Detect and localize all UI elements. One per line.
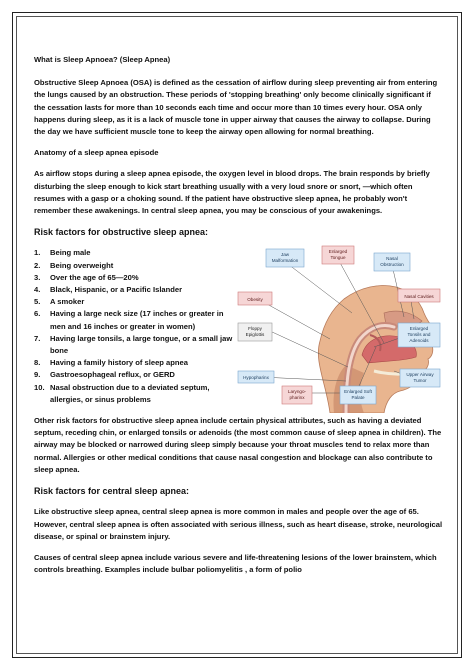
- risk-factor-number: 9.: [34, 370, 41, 380]
- risk-csa-heading: Risk factors for central sleep apnea:: [34, 486, 190, 497]
- intro-paragraph: Obstructive Sleep Apnoea (OSA) is defined as the cessation of airflow during sleep preventing air from entering the lungs caused by an obstruction. These periods of 'stopping breathing' only become clinically significant if the cessation lasts for more than 10 seconds each time and occur more than 10 times every hour. OSA only happens during sleep, as it is a lack of muscle tone in upper airway that causes the airway to collapse. During the day we have sufficient muscle tone to keep the airway open allowing for normal breathing.: [34, 78, 438, 137]
- diagram-label-nasal-cavities: [398, 289, 440, 302]
- svg-text:Enlarged: Enlarged: [409, 326, 429, 332]
- svg-text:Nasal: Nasal: [386, 256, 398, 262]
- risk-factor-number: 6.: [34, 309, 41, 319]
- svg-text:Enlarged Soft: Enlarged Soft: [344, 389, 372, 395]
- risk-factor-text: A smoker: [50, 297, 85, 307]
- risk-factor-number: 1.: [34, 248, 41, 258]
- risk-factor-list: [34, 247, 234, 406]
- risk-factor-item: [34, 296, 234, 308]
- diagram-label-nasal-obstruction: [374, 253, 410, 271]
- risk-factor-item: [34, 333, 234, 357]
- risk-factor-item: [34, 357, 234, 369]
- svg-text:Laryngo-: Laryngo-: [287, 389, 307, 395]
- risk-factor-item: [34, 369, 234, 381]
- risk-factor-number: 8.: [34, 358, 41, 368]
- risk-factor-item: [34, 382, 234, 406]
- svg-text:Tumor: Tumor: [413, 378, 427, 384]
- risk-osa-heading: Risk factors for obstructive sleep apnea:: [34, 227, 209, 238]
- svg-text:pharinx: pharinx: [289, 395, 305, 401]
- svg-text:Jaw: Jaw: [280, 252, 290, 258]
- csa-paragraph-1: Like obstructive sleep apnea, central sleep apnea is more common in males and people over the age of 65. However, central sleep apnea is often associated with serious illness, such as heart disease, stroke, neurological disease, or spinal or brainstem injury.: [34, 507, 443, 541]
- diagram-label-floppy-epiglottis: [238, 323, 272, 341]
- risk-factor-number: 7.: [34, 333, 41, 343]
- diagram-label-upper-airway-tumor: [400, 369, 440, 387]
- risk-factor-item: [34, 284, 234, 296]
- risk-section: [34, 247, 444, 415]
- svg-text:Epiglottis: Epiglottis: [245, 332, 265, 338]
- diagram-label-enlarged-tonsils: [398, 323, 440, 347]
- anatomy-paragraph: As airflow stops during a sleep apnea episode, the oxygen level in blood drops. The brain responds by briefly disturbing the sleep enough to kick start breathing usually with a very loud snore or snort, —which often resumes with a gasp or a choking sound. If the patient have obstructive sleep apnea, he probably won't remember these awakenings. In central sleep apnea, you may be conscious of your awakenings.: [34, 169, 430, 216]
- svg-text:Malformation: Malformation: [271, 258, 299, 264]
- diagram-label-obesity: [238, 292, 272, 305]
- risk-factor-text: Being male: [50, 248, 91, 258]
- svg-text:Upper Airway: Upper Airway: [406, 372, 434, 378]
- sleep-apnea-anatomy-diagram: [234, 243, 444, 413]
- svg-text:Tongue: Tongue: [330, 255, 346, 261]
- document-title: What is Sleep Apnoea? (Sleep Apnea): [34, 55, 171, 64]
- risk-factor-number: 3.: [34, 272, 41, 282]
- diagram-label-enlarged-soft-palate: [340, 386, 376, 404]
- risk-factor-text: Being overweight: [50, 260, 114, 270]
- risk-factor-text: Black, Hispanic, or a Pacific Islander: [50, 285, 183, 295]
- csa-paragraph-2: Causes of central sleep apnea include various severe and life-threatening lesions of the lower brainstem, which controls breathing. Examples include bulbar poliomyelitis , a form of polio: [34, 552, 437, 575]
- risk-factor-number: 5.: [34, 297, 41, 307]
- other-risks-paragraph: Other risk factors for obstructive sleep apnea include certain physical attributes, such as having a deviated septum, receding chin, or enlarged tonsils or adenoids (the most common cause of sleep apnea in children). The airway may be blocked or narrowed during sleep simply because your throat muscles tend to relax more than normal. Allergies or other medical conditions that cause nasal congestion and blockage can also contribute to sleep apnea.: [34, 416, 442, 474]
- diagram-label-hypopharinx: [238, 371, 274, 383]
- risk-factor-item: [34, 247, 234, 259]
- risk-factor-number: 4.: [34, 285, 41, 295]
- risk-factor-text: Having a family history of sleep apnea: [50, 358, 188, 368]
- svg-text:Hypopharinx: Hypopharinx: [243, 375, 269, 381]
- risk-factor-text: Nasal obstruction due to a deviated septum, allergies, or sinus problems: [50, 382, 210, 404]
- svg-text:Tonsils and: Tonsils and: [407, 332, 431, 338]
- svg-text:Palate: Palate: [351, 395, 365, 401]
- risk-factor-text: Having a large neck size (17 inches or greater in men and 16 inches or greater in women): [50, 309, 224, 331]
- svg-text:Obstruction: Obstruction: [380, 262, 404, 268]
- svg-text:Nasal Cavities: Nasal Cavities: [404, 294, 434, 300]
- svg-text:Obesity: Obesity: [247, 297, 263, 303]
- risk-factor-item: [34, 260, 234, 272]
- svg-text:Adenoids: Adenoids: [409, 338, 429, 344]
- anatomy-heading: Anatomy of a sleep apnea episode: [34, 148, 159, 158]
- svg-text:Floppy: Floppy: [248, 326, 262, 332]
- risk-factor-number: 2.: [34, 260, 41, 270]
- risk-factor-number: 10.: [34, 382, 45, 392]
- risk-factor-text: Having large tonsils, a large tongue, or a small jaw bone: [50, 333, 233, 356]
- document-content: [34, 54, 444, 585]
- risk-factor-text: Gastroesophageal reflux, or GERD: [50, 370, 175, 380]
- risk-factor-item: [34, 272, 234, 284]
- svg-text:Enlarged: Enlarged: [328, 249, 348, 255]
- risk-factor-text: Over the age of 65—20%: [50, 272, 139, 282]
- risk-factor-item: [34, 308, 234, 332]
- diagram-label-enlarged-tongue: [322, 246, 354, 264]
- diagram-label-jaw-malformation: [266, 249, 304, 267]
- diagram-label-laryngopharinx: [282, 386, 312, 404]
